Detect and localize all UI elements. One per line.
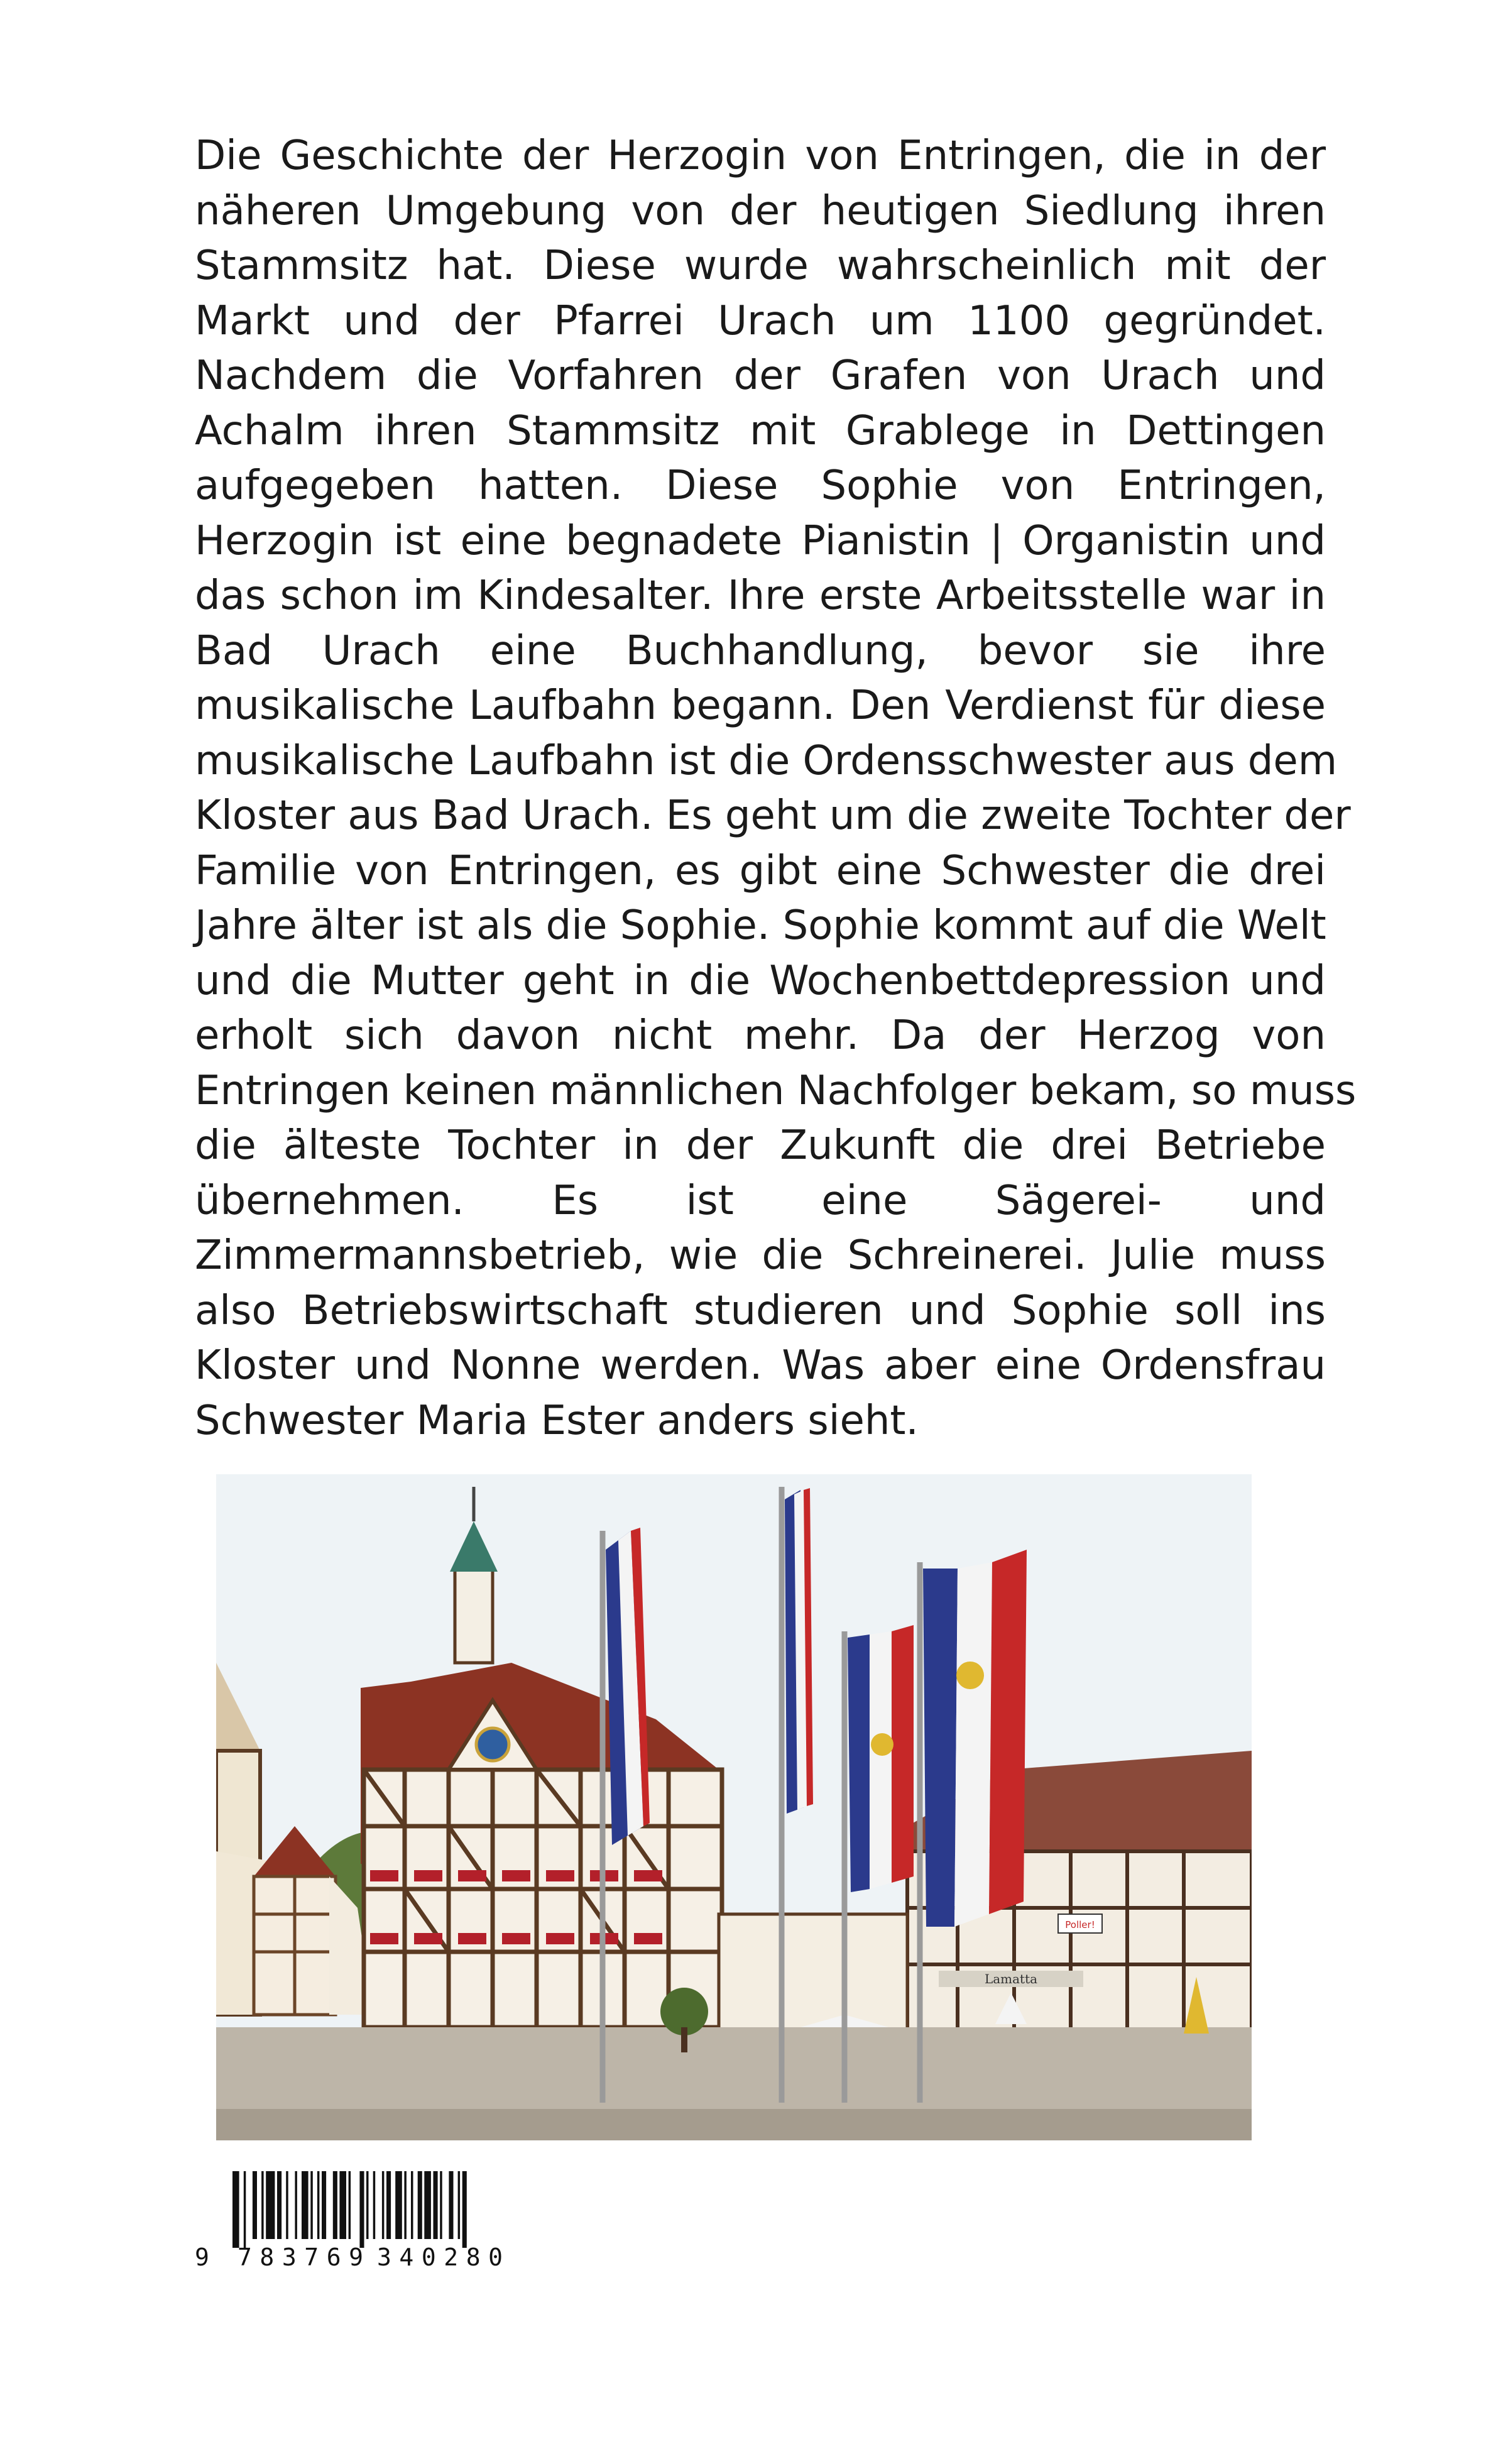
- barcode-bar: [458, 2171, 461, 2239]
- text-line: die älteste Tochter in der Zukunft die drei Betriebe: [195, 1122, 1326, 1169]
- barcode-bar: [449, 2171, 453, 2239]
- town-hall-photo: [216, 1474, 1252, 2140]
- barcode-prefix-digit: 9: [195, 2243, 209, 2271]
- text-line: Familie von Entringen, es gibt eine Schwester die drei: [195, 847, 1326, 894]
- text-line: erholt sich davon nicht mehr. Da der Herzog von: [195, 1012, 1326, 1059]
- clock: [476, 1728, 509, 1761]
- text-line: näheren Umgebung von der heutigen Siedlung ihren: [195, 187, 1326, 234]
- text-line: also Betriebswirtschaft studieren und Sophie soll ins: [195, 1287, 1326, 1334]
- barcode-bar: [266, 2171, 275, 2239]
- barcode-bar: [322, 2171, 326, 2239]
- barcode-bar: [349, 2171, 351, 2239]
- text-line: Zimmermannsbetrieb, wie die Schreinerei. Julie muss: [195, 1232, 1326, 1279]
- text-line: Die Geschichte der Herzogin von Entringen, die in der: [195, 133, 1326, 179]
- barcode-bar: [382, 2171, 385, 2239]
- text-line: Kloster aus Bad Urach. Es geht um die zweite Tochter der: [195, 792, 1351, 839]
- text-line: Schwester Maria Ester anders sieht.: [195, 1397, 919, 1444]
- barcode-bar: [333, 2171, 337, 2239]
- barcode-bar: [295, 2171, 297, 2239]
- barcode-bar: [395, 2171, 402, 2239]
- text-line: musikalische Laufbahn ist die Ordensschwester aus dem: [195, 737, 1338, 784]
- barcode-bar: [434, 2171, 438, 2239]
- text-line: und die Mutter geht in die Wochenbettdepression und: [195, 957, 1326, 1004]
- barcode-bar: [404, 2171, 407, 2239]
- barcode-bar: [232, 2171, 239, 2248]
- barcode-bar: [244, 2171, 246, 2248]
- isbn-barcode: [195, 2171, 547, 2272]
- blurb-text: [195, 129, 1357, 1448]
- barcode-bar: [440, 2171, 442, 2239]
- text-line: Entringen keinen männlichen Nachfolger bekam, so muss: [195, 1067, 1357, 1114]
- text-line: Markt und der Pfarrei Urach um 1100 gegründet.: [195, 297, 1326, 344]
- text-line: Nachdem die Vorfahren der Grafen von Urach und: [195, 353, 1326, 399]
- barcode-bar: [462, 2171, 467, 2248]
- barcode-bar: [339, 2171, 346, 2239]
- text-line: Jahre älter ist als die Sophie. Sophie kommt auf die Welt: [195, 902, 1326, 949]
- text-line: das schon im Kindesalter. Ihre erste Arbeitsstelle war in: [195, 572, 1326, 619]
- barcode-bar: [310, 2171, 313, 2239]
- barcode-bar: [359, 2171, 364, 2248]
- barcode-bar: [373, 2171, 376, 2239]
- barcode-bar: [277, 2171, 281, 2239]
- barcode-bar: [261, 2171, 264, 2239]
- poller-sign: Poller!: [1065, 1919, 1095, 1930]
- text-line: musikalische Laufbahn begann. Den Verdienst für diese: [195, 682, 1326, 729]
- barcode-bar: [253, 2171, 257, 2239]
- text-line: übernehmen. Es ist eine Sägerei- und: [195, 1177, 1326, 1224]
- barcode-left-digits: 783769: [238, 2243, 363, 2271]
- barcode-bar: [418, 2171, 422, 2239]
- text-line: Stammsitz hat. Diese wurde wahrscheinlich mit der: [195, 243, 1326, 289]
- barcode-bar: [386, 2171, 391, 2239]
- cafe-sign: Lamatta: [984, 1971, 1038, 1986]
- text-line: Bad Urach eine Buchhandlung, bevor sie ihre: [195, 627, 1326, 674]
- barcode-right-digits: 340280: [377, 2243, 503, 2271]
- barcode-bar: [411, 2171, 413, 2239]
- barcode-bar: [302, 2171, 309, 2239]
- barcode-bar: [366, 2171, 369, 2239]
- barcode-bars: [232, 2171, 467, 2248]
- text-line: Kloster und Nonne werden. Was aber eine Ordensfrau: [195, 1342, 1326, 1389]
- barcode-bar: [317, 2171, 320, 2239]
- text-line: Herzogin ist eine begnadete Pianistin | Organistin und: [195, 517, 1326, 564]
- barcode-bar: [424, 2171, 431, 2239]
- text-line: Achalm ihren Stammsitz mit Grablege in Dettingen: [195, 407, 1326, 454]
- barcode-bar: [286, 2171, 288, 2239]
- text-line: aufgegeben hatten. Diese Sophie von Entringen,: [195, 463, 1326, 509]
